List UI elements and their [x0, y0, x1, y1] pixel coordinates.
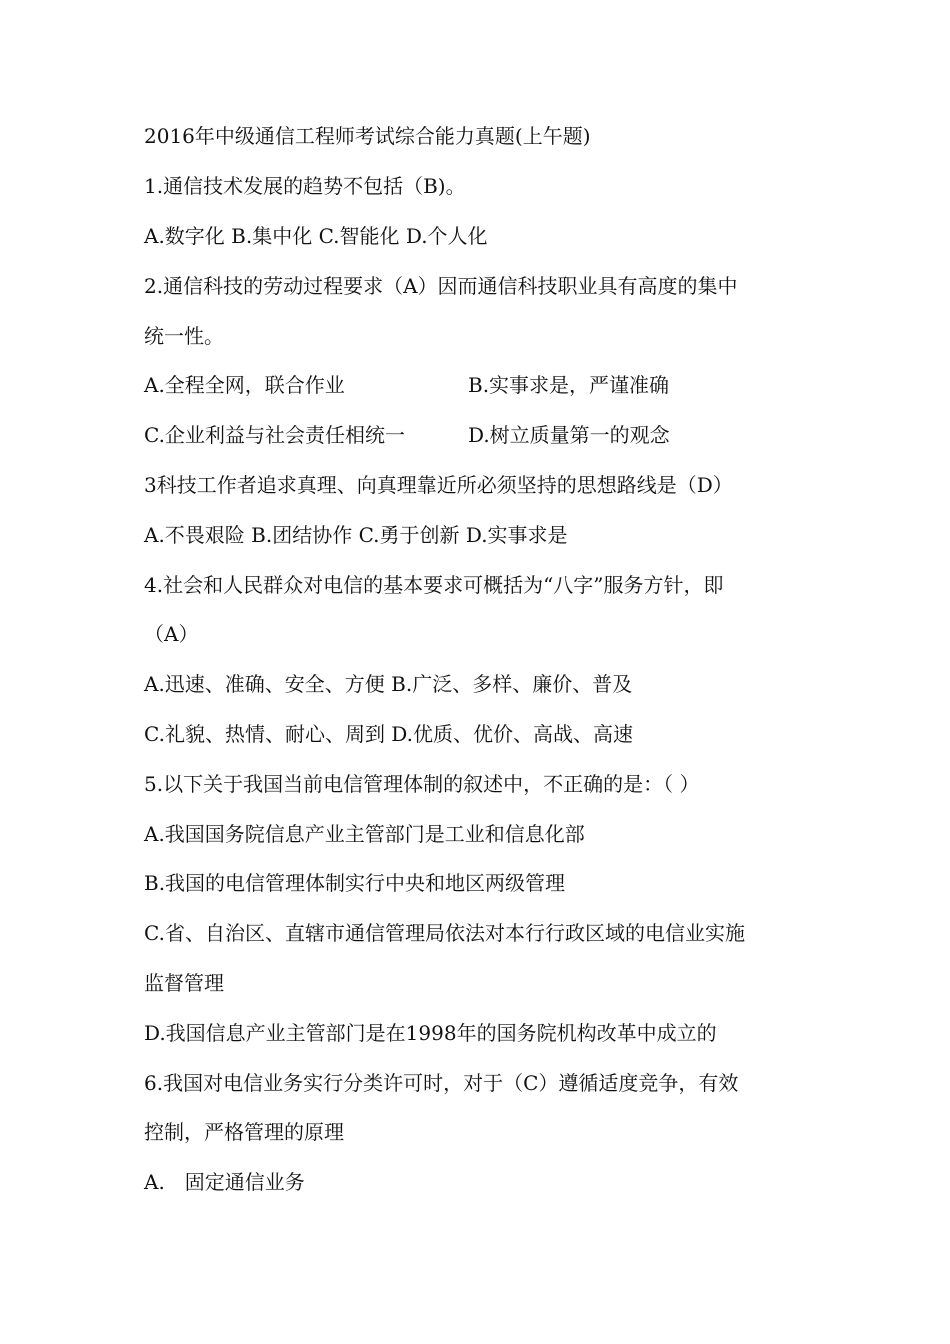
question-4-stem-line-1: 4.社会和人民群众对电信的基本要求可概括为“八字”服务方针，即 — [144, 573, 724, 597]
question-2-option-d: D.树立质量第一的观念 — [468, 423, 670, 447]
question-1-options: A.数字化 B.集中化 C.智能化 D.个人化 — [144, 224, 488, 248]
question-5-stem: 5.以下关于我国当前电信管理体制的叙述中，不正确的是：（ ） — [144, 772, 700, 796]
question-4-stem-line-2: （A） — [144, 622, 199, 646]
question-3-stem: 3科技工作者追求真理、向真理靠近所必须坚持的思想路线是（D） — [144, 473, 733, 497]
question-5-option-c-line-1: C.省、自治区、直辖市通信管理局依法对本行行政区域的电信业实施 — [144, 921, 745, 945]
question-2-option-a: A.全程全网，联合作业 — [144, 373, 345, 397]
question-4-options-line-1: A.迅速、准确、安全、方便 B.广泛、多样、廉价、普及 — [144, 672, 633, 696]
question-5-option-d: D.我国信息产业主管部门是在1998年的国务院机构改革中成立的 — [144, 1021, 717, 1045]
question-4-options-line-2: C.礼貌、热情、耐心、周到 D.优质、优价、高战、高速 — [144, 722, 633, 746]
question-2-stem-line-2: 统一性。 — [144, 324, 224, 348]
question-2-option-c: C.企业利益与社会责任相统一 — [144, 423, 405, 447]
question-2-stem-line-1: 2.通信科技的劳动过程要求（A）因而通信科技职业具有高度的集中 — [144, 274, 738, 298]
question-6-stem-line-2: 控制，严格管理的原理 — [144, 1120, 344, 1144]
document-title: 2016年中级通信工程师考试综合能力真题(上午题) — [144, 124, 591, 148]
question-3-options: A.不畏艰险 B.团结协作 C.勇于创新 D.实事求是 — [144, 523, 568, 547]
question-2-option-b: B.实事求是，严谨准确 — [468, 373, 670, 397]
question-5-option-c-line-2: 监督管理 — [144, 971, 224, 995]
question-1-stem: 1.通信技术发展的趋势不包括（B)。 — [144, 174, 466, 198]
question-6-stem-line-1: 6.我国对电信业务实行分类许可时，对于（C）遵循适度竞争，有效 — [144, 1071, 739, 1095]
question-5-option-a: A.我国国务院信息产业主管部门是工业和信息化部 — [144, 822, 585, 846]
question-5-option-b: B.我国的电信管理体制实行中央和地区两级管理 — [144, 871, 566, 895]
question-6-option-a: A. 固定通信业务 — [144, 1170, 305, 1194]
